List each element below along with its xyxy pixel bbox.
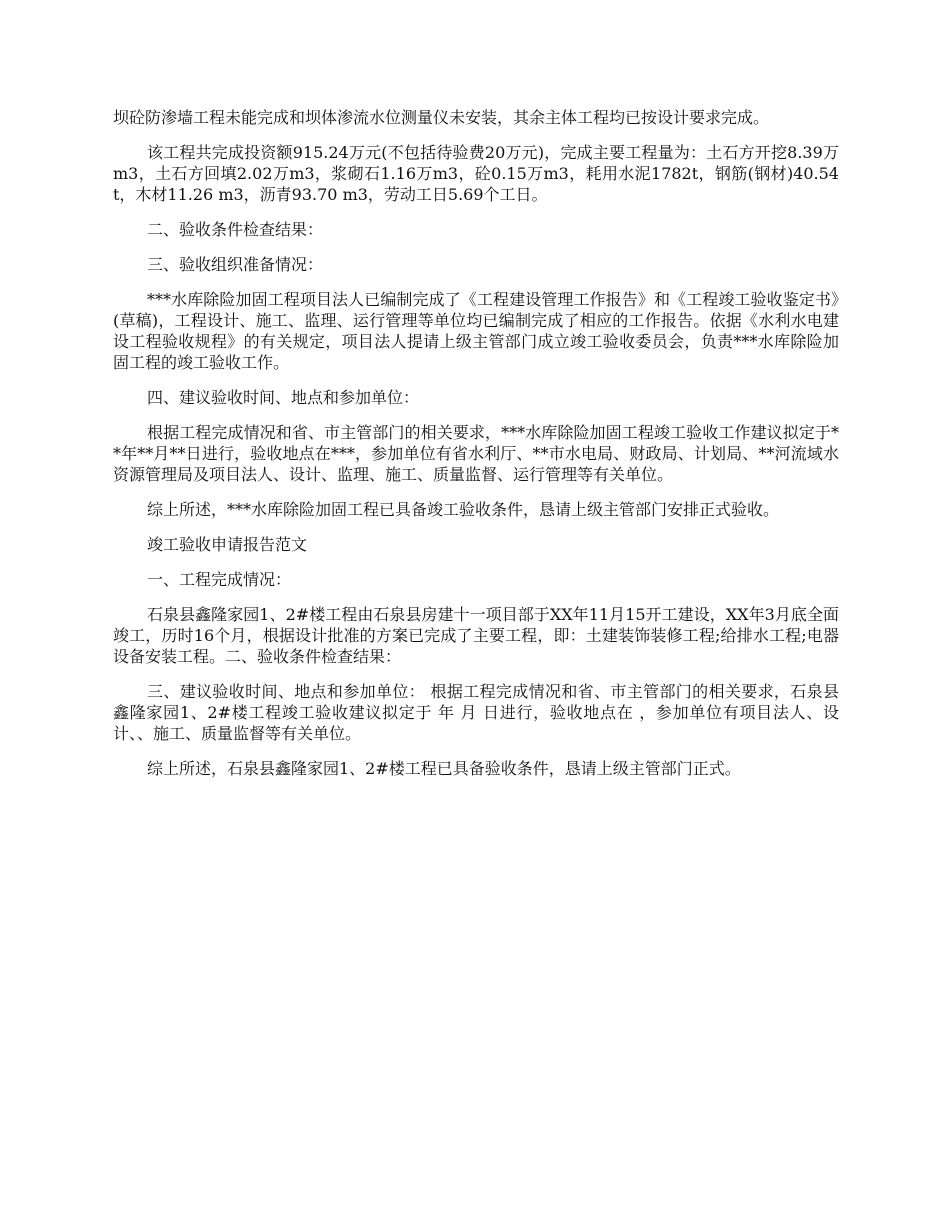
paragraph-investment: 该工程共完成投资额915.24万元(不包括待验费20万元)，完成主要工程量为：土石方开挖8.39万m3，土石方回填2.02万m3，浆砌石1.16万m3，砼0.15万m3，耗用水泥1782t，钢筋(钢材)40.54t，木材11.26 m3，沥青93.70 m3，劳动工日5.69个工日。 (113, 143, 839, 204)
section-heading-conditions: 二、验收条件检查结果： (147, 220, 324, 239)
paragraph-schedule: 根据工程完成情况和省、市主管部门的相关要求，***水库除险加固工程竣工验收工作建议拟定于**年**月**日进行，验收地点在***，参加单位有省水利厅、**市水电局、财政局、计划局、**河流域水资源管理局及项目法人、设计、监理、施工、质量监督、运行管理等有关单位。 (113, 423, 839, 484)
paragraph-summary: 综上所述，***水库除险加固工程已具备竣工验收条件，恳请上级主管部门安排正式验收。 (147, 500, 780, 519)
paragraph-organization: ***水库除险加固工程项目法人已编制完成了《工程建设管理工作报告》和《工程竣工验收鉴定书》(草稿)，工程设计、施工、监理、运行管理等单位均已编制完成了相应的工作报告。依据《水利水电建设工程验收规程》的有关规定，项目法人提请上级主管部门成立竣工验收委员会，负责***水库除险加固工程的竣工验收工作。 (113, 290, 839, 372)
paragraph-sample-schedule: 三、建议验收时间、地点和参加单位： 根据工程完成情况和省、市主管部门的相关要求，石泉县鑫隆家园1、2#楼工程竣工验收建议拟定于 年 月 日进行，验收地点在 ，参加单位有项目法人、设计、、施工、质量监督等有关单位。 (113, 682, 839, 743)
paragraph-completion: 石泉县鑫隆家园1、2#楼工程由石泉县房建十一项目部于XX年11月15开工建设，XX年3月底全面竣工，历时16个月，根据设计批准的方案已完成了主要工程，即：土建装饰装修工程;给排水工程;电器设备安装工程。二、验收条件检查结果： (113, 605, 839, 666)
sample-title: 竣工验收申请报告范文 (147, 535, 308, 554)
section-heading-organization: 三、验收组织准备情况： (147, 255, 324, 274)
section-heading-completion: 一、工程完成情况： (147, 570, 292, 589)
paragraph-sample-summary: 综上所述，石泉县鑫隆家园1、2#楼工程已具备验收条件，恳请上级主管部门正式。 (147, 759, 741, 778)
document-body (113, 107, 839, 793)
section-heading-schedule: 四、建议验收时间、地点和参加单位： (147, 388, 420, 407)
paragraph-continuation: 坝砼防渗墙工程未能完成和坝体渗流水位测量仪未安装，其余主体工程均已按设计要求完成。 (113, 108, 770, 127)
